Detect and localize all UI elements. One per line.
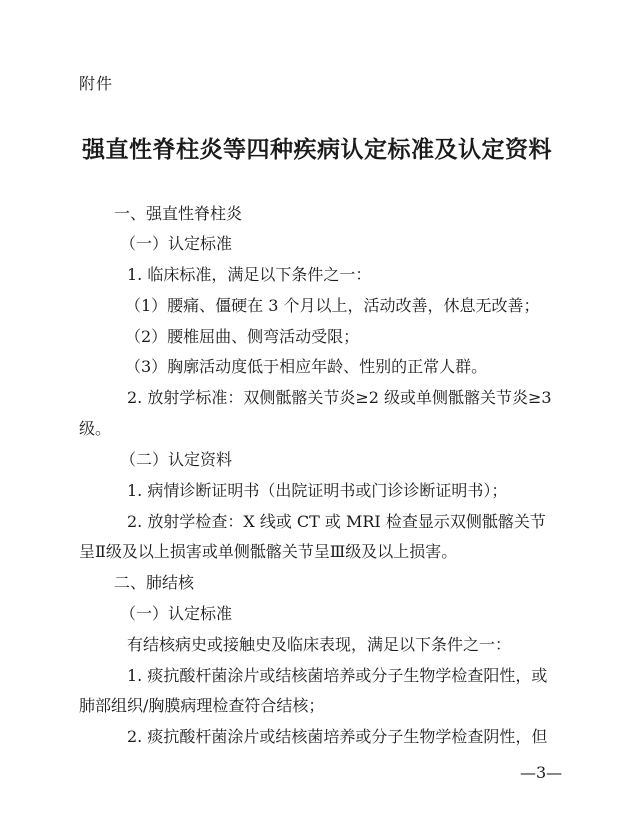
subsection-heading: （一）认定标准 <box>120 234 233 253</box>
section-heading-1: 一、强直性脊柱炎 <box>114 204 243 223</box>
paragraph-continuation: 肺部组织/胸膜病理检查符合结核； <box>79 696 325 715</box>
document-title: 强直性脊柱炎等四种疾病认定标准及认定资料 <box>82 137 552 163</box>
paragraph: 2. 放射学标准：双侧骶髂关节炎≥2 级或单侧骶髂关节炎≥3 <box>127 388 552 407</box>
paragraph: 1. 痰抗酸杆菌涂片或结核菌培养或分子生物学检查阳性，或 <box>127 666 548 685</box>
subsection-heading: （一）认定标准 <box>120 604 233 623</box>
page-number: —3— <box>520 763 563 782</box>
attachment-label: 附件 <box>79 74 114 93</box>
section-heading-2: 二、肺结核 <box>114 573 195 592</box>
paragraph: 1. 临床标准，满足以下条件之一： <box>127 265 372 284</box>
list-item: （2）腰椎屈曲、侧弯活动受限； <box>125 327 360 346</box>
paragraph: 1. 病情诊断证明书（出院证明书或门诊诊断证明书）； <box>127 481 508 500</box>
paragraph-continuation: 呈Ⅱ级及以上损害或单侧骶髂关节呈Ⅲ级及以上损害。 <box>79 542 458 561</box>
subsection-heading: （二）认定资料 <box>120 450 233 469</box>
paragraph: 有结核病史或接触史及临床表现，满足以下条件之一： <box>127 635 512 654</box>
list-item: （3）胸廓活动度低于相应年龄、性别的正常人群。 <box>125 357 488 376</box>
paragraph: 2. 放射学检查：X 线或 CT 或 MRI 检查显示双侧骶髂关节 <box>127 512 546 531</box>
paragraph: 2. 痰抗酸杆菌涂片或结核菌培养或分子生物学检查阴性，但 <box>127 727 548 746</box>
paragraph-continuation: 级。 <box>79 419 112 438</box>
list-item: （1）腰痛、僵硬在 3 个月以上，活动改善，休息无改善； <box>125 296 540 315</box>
